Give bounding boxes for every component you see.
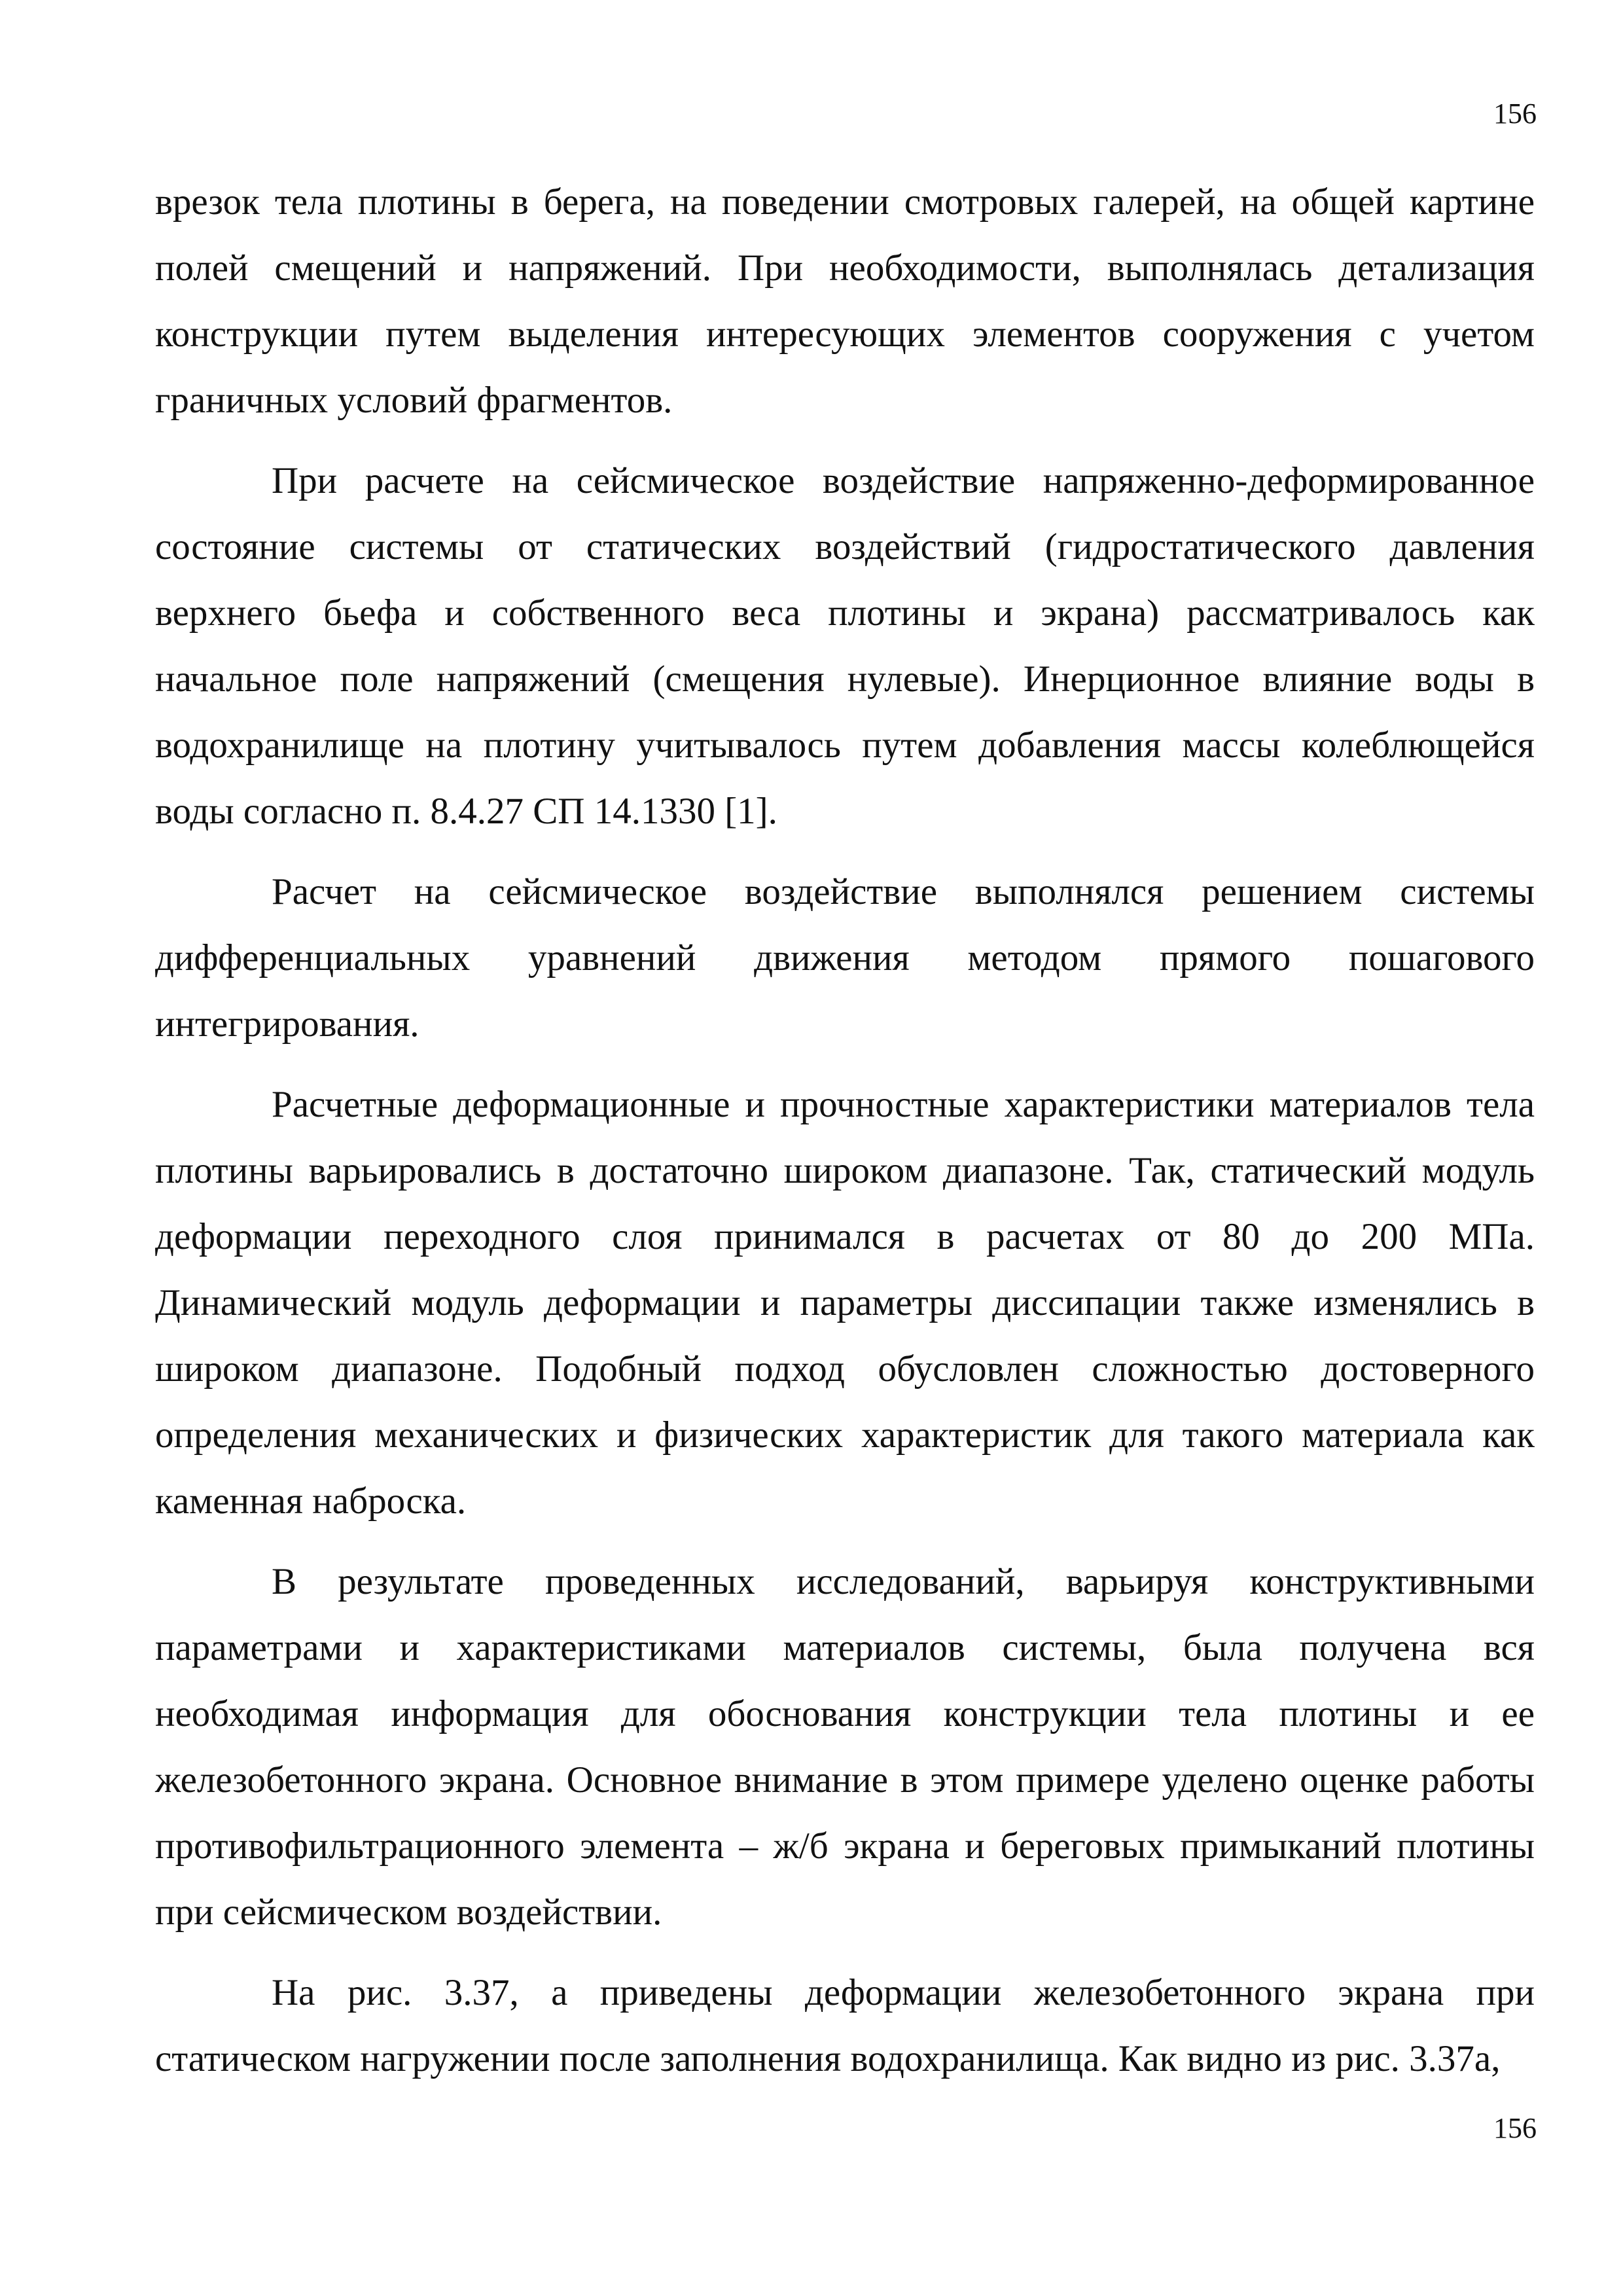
page-number-top: 156 [1493, 98, 1537, 130]
paragraph-2: При расчете на сейсмическое воздействие напряженно-деформированное состояние системы от статических воздействий (гидростатического давления верхнего бьефа и собственного веса плотины и экрана) рассматривалось как начальное поле напряжений (смещения нулевые). Инерционное влияние воды в водохранилище на плотину учитывалось путем добавления массы колеблющейся воды согласно п. 8.4.27 СП 14.1330 [1]. [155, 460, 1535, 832]
paragraph-3: Расчет на сейсмическое воздействие выполнялся решением системы дифференциальных уравнений движения методом прямого пошагового интегрирования. [155, 871, 1535, 1045]
document-body [155, 169, 1535, 2092]
paragraph-6: На рис. 3.37, а приведены деформации железобетонного экрана при статическом нагружении после заполнения водохранилища. Как видно из рис. 3.37а, [155, 1972, 1535, 2079]
paragraph-4: Расчетные деформационные и прочностные характеристики материалов тела плотины варьировались в достаточно широком диапазоне. Так, статический модуль деформации переходного слоя принимался в расчетах от 80 до 200 МПа. Динамический модуль деформации и параметры диссипации также изменялись в широком диапазоне. Подобный подход обусловлен сложностью достоверного определения механических и физических характеристик для такого материала как каменная наброска. [155, 1084, 1535, 1522]
paragraph-1: врезок тела плотины в берега, на поведении смотровых галерей, на общей картине полей смещений и напряжений. При необходимости, выполнялась детализация конструкции путем выделения интересующих элементов сооружения с учетом граничных условий фрагментов. [155, 181, 1535, 421]
paragraph-5: В результате проведенных исследований, варьируя конструктивными параметрами и характеристиками материалов системы, была получена вся необходимая информация для обоснования конструкции тела плотины и ее железобетонного экрана. Основное внимание в этом примере уделено оценке работы противофильтрационного элемента – ж/б экрана и береговых примыканий плотины при сейсмическом воздействии. [155, 1561, 1535, 1933]
page-number-bottom: 156 [1493, 2112, 1537, 2144]
